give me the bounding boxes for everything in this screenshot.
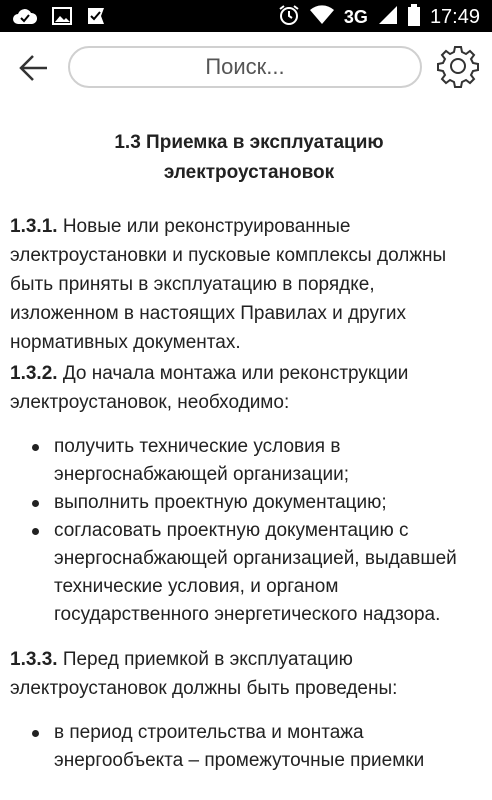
list-item: выполнить проектную документацию; xyxy=(54,489,488,517)
section-title: 1.3 Приемка в эксплуатацию электроустановок xyxy=(114,132,384,183)
network-type: 3G xyxy=(343,7,368,27)
wifi-icon xyxy=(310,5,334,30)
app-bar xyxy=(0,32,492,106)
document-content xyxy=(10,112,488,791)
list-item: в период строительства и монтажа энергообъекта – промежуточные приемки xyxy=(54,719,488,775)
clause-number: 1.3.1. xyxy=(10,216,58,237)
cloud-icon xyxy=(12,7,38,30)
signal-icon xyxy=(378,5,398,30)
settings-button[interactable] xyxy=(434,44,482,92)
alarm-icon xyxy=(278,4,300,31)
gear-icon xyxy=(436,44,480,93)
clock: 17:49 xyxy=(429,6,480,28)
clause-number: 1.3.2. xyxy=(10,363,58,384)
clause-1-3-2 xyxy=(10,359,488,417)
clause-text: Перед приемкой в эксплуатацию электроустановок должны быть проведены: xyxy=(10,649,398,699)
clause-1-3-2-list xyxy=(10,433,488,629)
back-button[interactable] xyxy=(14,50,54,90)
battery-icon xyxy=(408,4,420,31)
status-bar xyxy=(0,0,492,32)
clause-1-3-3-list xyxy=(10,719,488,775)
arrow-left-icon xyxy=(19,54,49,87)
clause-1-3-1 xyxy=(10,212,488,357)
list-item: получить технические условия в энергоснабжающей организации; xyxy=(54,433,488,489)
search-placeholder: Поиск... xyxy=(205,54,285,79)
clause-text: Новые или реконструированные электроустановки и пусковые комплексы должны быть приняты в эксплуатацию в порядке, изложенном в настоящих Правилах и других нормативных документах. xyxy=(10,216,447,353)
search-input[interactable] xyxy=(68,46,422,88)
clause-number: 1.3.3. xyxy=(10,649,58,670)
clause-1-3-3 xyxy=(10,645,488,703)
check-flag-icon xyxy=(86,6,106,31)
list-item: согласовать проектную документацию с энергоснабжающей организацией, выдавшей технические условия, и органом государственного энергетического надзора. xyxy=(54,517,488,629)
clause-text: До начала монтажа или реконструкции электроустановок, необходимо: xyxy=(10,363,409,413)
image-icon xyxy=(52,7,72,30)
